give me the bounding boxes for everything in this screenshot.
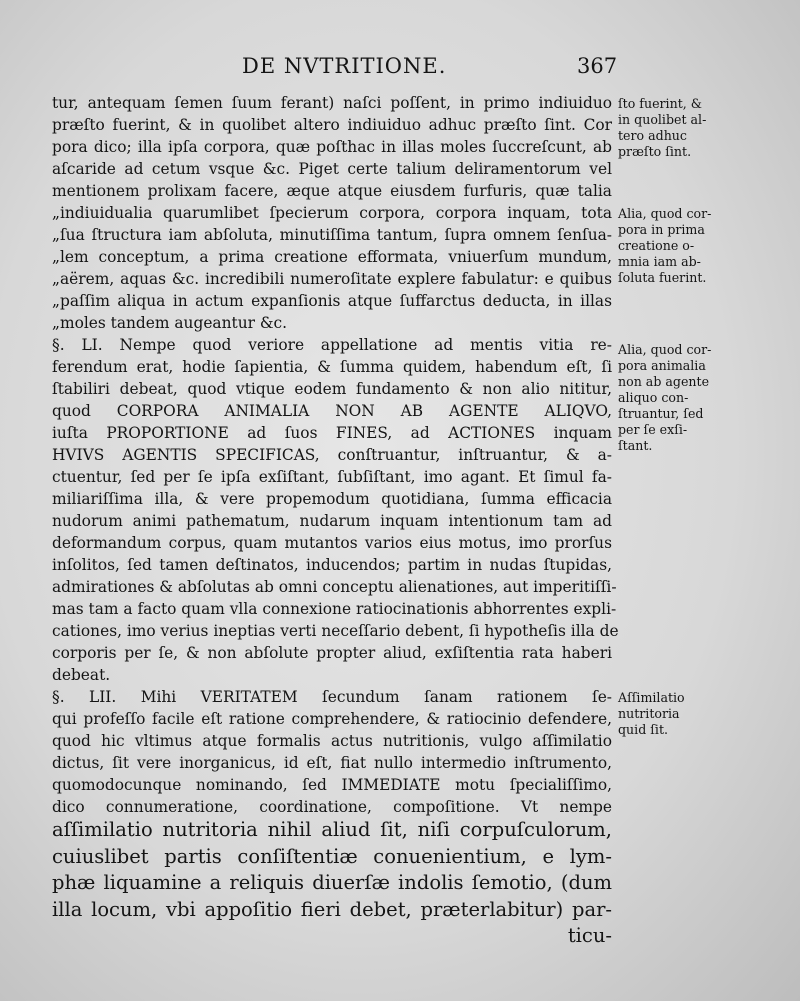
margin-note <box>618 342 794 454</box>
text-line: „ſua ſtructura iam abſoluta, minutiſſima tantum, ſupra omnem ſenſua- <box>52 226 612 244</box>
large-text-line: illa locum, vbi appoſitio fieri debet, præterlabitur) par- <box>52 897 612 921</box>
text-line: nudorum animi pathematum, nudarum inquam intentionum tam ad <box>52 512 612 530</box>
large-type-block <box>52 817 612 950</box>
margin-note <box>618 690 794 738</box>
margin-note-line: Aſſimilatio <box>618 690 685 705</box>
text-line: ſtabiliri debeat, quod vtique eodem fundamento & non alio nititur, <box>52 380 612 398</box>
text-line: „indiuidualia quarumlibet ſpecierum corpora, corpora inquam, tota <box>52 204 612 222</box>
text-line: „paſſim aliqua in actum expanſionis atque ſuffarctus deducta, in illas <box>52 292 612 310</box>
margin-note-line: ſoluta fuerint. <box>618 270 707 285</box>
margin-note-line: creatione o- <box>618 238 695 253</box>
text-line: mentionem prolixam facere, æque atque eiusdem furfuris, quæ talia <box>52 182 612 200</box>
margin-note-line: Alia, quod cor- <box>618 206 712 221</box>
text-line: dictus, ſit vere inorganicus, id eſt, fiat nullo intermedio inſtrumento, <box>52 754 612 772</box>
margin-note-line: præſto ſint. <box>618 144 692 159</box>
page-number: 367 <box>577 54 618 78</box>
text-line: quod hic vltimus atque formalis actus nutritionis, vulgo aſſimilatio <box>52 732 612 750</box>
margin-note-line: Alia, quod cor- <box>618 342 712 357</box>
text-line: qui profeſſo facile eſt ratione comprehendere, & ratiocinio defendere, <box>52 710 612 728</box>
main-text-column <box>52 92 619 818</box>
text-line: ferendum erat, hodie ſapientia, & ſumma quidem, habendum eſt, ſi <box>52 358 612 376</box>
margin-note-line: ſto fuerint, & <box>618 96 702 111</box>
text-line: cationes, imo verius ineptias verti neceſſario debent, ſi hypotheſis illa de <box>52 622 619 640</box>
margin-note-line: ſtruantur, ſed <box>618 406 704 421</box>
section-heading-line: §. LII. Mihi VERITATEM ſecundum ſanam rationem ſe- <box>52 688 612 706</box>
text-line: „lem conceptum, a prima creatione efformata, vniuerſum mundum, <box>52 248 612 266</box>
margin-note-line: mnia iam ab- <box>618 254 701 269</box>
text-line: dico connumeratione, coordinatione, compoſitione. Vt nempe <box>52 798 612 816</box>
text-line: ctuentur, ſed per ſe ipſa exſiſtant, ſubſiſtant, imo agant. Et ſimul fa- <box>52 468 612 486</box>
text-line: miliariſſima illa, & vere propemodum quotidiana, ſumma efficacia <box>52 490 612 508</box>
text-line: debeat. <box>52 666 111 684</box>
margin-note-line: non ab agente <box>618 374 710 389</box>
margin-note-line: tero adhuc <box>618 128 687 143</box>
text-line: inſolitos, ſed tamen deſtinatos, inducendos; partim in nudas ſtupidas, <box>52 556 612 574</box>
text-line: corporis per ſe, & non abſolute propter aliud, exſiſtentia rata haberi <box>52 644 612 662</box>
text-line: „aërem, aquas &c. incredibili numeroſitate explere fabulatur: e quibus <box>52 270 612 288</box>
text-line: admirationes & abſolutas ab omni conceptu alienationes, aut imperitiſſi- <box>52 578 617 596</box>
margin-note-line: pora animalia <box>618 358 706 373</box>
text-line: iuſta PROPORTIONE ad ſuos FINES, ad ACTIONES inquam <box>52 424 612 442</box>
margin-note-line: in quolibet al- <box>618 112 707 127</box>
margin-note <box>618 206 794 286</box>
margin-note-line: aliquo con- <box>618 390 689 405</box>
text-line: pora dico; illa ipſa corpora, quæ poſthac in illas moles ſuccreſcunt, ab <box>52 138 612 156</box>
section-heading-line: §. LI. Nempe quod veriore appellatione ad mentis vitia re- <box>52 336 612 354</box>
text-line: tur, antequam ſemen ſuum ferant) naſci poſſent, in primo indiuiduo <box>52 94 612 112</box>
large-text-line: cuiuslibet partis conſiſtentiæ conuenientium, e lym- <box>52 844 612 868</box>
margin-note-line: per ſe exſi- <box>618 422 688 437</box>
text-line: quod CORPORA ANIMALIA NON AB AGENTE ALIQVO, <box>52 402 612 420</box>
margin-note-line: pora in prima <box>618 222 705 237</box>
text-line: quomodocunque nominando, ſed IMMEDIATE motu ſpecialiſſimo, <box>52 776 612 794</box>
text-line: aſcaride ad cetum vsque &c. Piget certe talium deliramentorum vel <box>52 160 612 178</box>
text-line: HVIVS AGENTIS SPECIFICAS, conſtruantur, inſtruantur, & a- <box>52 446 612 464</box>
large-text-line: phæ liquamine a reliquis diuerſæ indolis ſemotio, (dum <box>52 871 612 894</box>
text-line: „moles tandem augeantur &c. <box>52 314 288 332</box>
margin-note-line: nutritoria <box>618 706 680 721</box>
margin-note <box>618 96 794 160</box>
text-line: deformandum corpus, quam mutantos varios eius motus, imo prorſus <box>52 534 612 552</box>
running-header: DE NVTRITIONE. <box>242 54 447 78</box>
margin-note-line: ſtant. <box>618 438 653 453</box>
text-line: mas tam a facto quam vlla connexione ratiocinationis abhorrentes expli- <box>52 600 617 618</box>
catchword: ticu- <box>567 924 612 947</box>
text-line: præſto fuerint, & in quolibet altero indiuiduo adhuc præſto ſint. Cor <box>52 116 612 134</box>
margin-note-line: quid ſit. <box>618 722 669 737</box>
large-text-line: aſſimilatio nutritoria nihil aliud ſit, niſi corpuſculorum, <box>52 818 612 841</box>
